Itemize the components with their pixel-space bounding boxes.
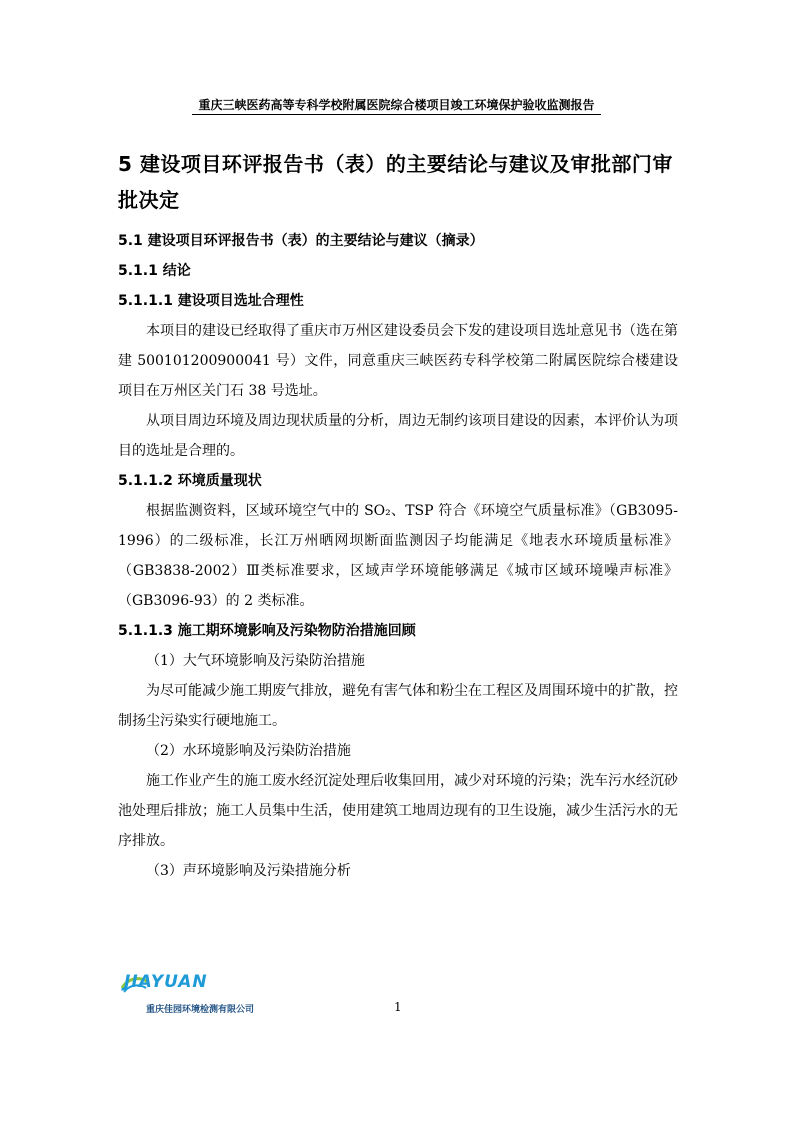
logo-wordmark: JIAYUAN xyxy=(124,972,208,992)
page-number: 1 xyxy=(394,1000,402,1014)
list-item-water: （2）水环境影响及污染防治措施 xyxy=(146,743,351,759)
list-item-noise: （3）声环境影响及污染措施分析 xyxy=(146,863,351,879)
header-title: 重庆三峡医药高等专科学校附属医院综合楼项目竣工环境保护验收监测报告 xyxy=(192,98,600,115)
list-item-air: （1）大气环境影响及污染防治措施 xyxy=(146,653,365,669)
page-header xyxy=(0,96,793,113)
page-footer xyxy=(118,972,678,1022)
chapter-heading: 5 建设项目环评报告书（表）的主要结论与建议及审批部门审批决定 xyxy=(118,152,673,212)
section-heading-5-1-1-2: 5.1.1.2 环境质量现状 xyxy=(118,473,262,489)
paragraph-site-approval: 本项目的建设已经取得了重庆市万州区建设委员会下发的建设项目选址意见书（选在第建 500101200900041 号）文件，同意重庆三峡医药专科学校第二附属医院综合楼建设项目在万州区关门石 38 号选址。 xyxy=(118,323,678,399)
section-heading-5-1-1: 5.1.1 结论 xyxy=(118,263,191,279)
paragraph-water-measures: 施工作业产生的施工废水经沉淀处理后收集回用，减少对环境的污染；洗车污水经沉砂池处理后排放；施工人员集中生活，使用建筑工地周边现有的卫生设施，减少生活污水的无序排放。 xyxy=(118,773,678,849)
section-heading-5-1: 5.1 建设项目环评报告书（表）的主要结论与建议（摘录） xyxy=(118,233,484,249)
paragraph-air-measures: 为尽可能减少施工期废气排放，避免有害气体和粉尘在工程区及周围环境中的扩散，控制扬尘污染实行硬地施工。 xyxy=(118,683,678,729)
paragraph-env-quality: 根据监测资料，区域环境空气中的 SO₂、TSP 符合《环境空气质量标准》（GB3095-1996）的二级标准，长江万州晒网坝断面监测因子均能满足《地表水环境质量标准》（GB3838-2002）Ⅲ类标准要求，区域声学环境能够满足《城市区域环境噪声标准》（GB3096-93）的 2 类标准。 xyxy=(118,503,678,609)
company-logo xyxy=(118,972,278,1016)
section-heading-5-1-1-3: 5.1.1.3 施工期环境影响及污染物防治措施回顾 xyxy=(118,623,416,639)
section-heading-5-1-1-1: 5.1.1.1 建设项目选址合理性 xyxy=(118,293,304,309)
company-name: 重庆佳园环境检测有限公司 xyxy=(146,1005,255,1015)
document-body xyxy=(118,146,678,886)
paragraph-site-analysis: 从项目周边环境及周边现状质量的分析，周边无制约该项目建设的因素，本评价认为项目的选址是合理的。 xyxy=(118,413,678,459)
